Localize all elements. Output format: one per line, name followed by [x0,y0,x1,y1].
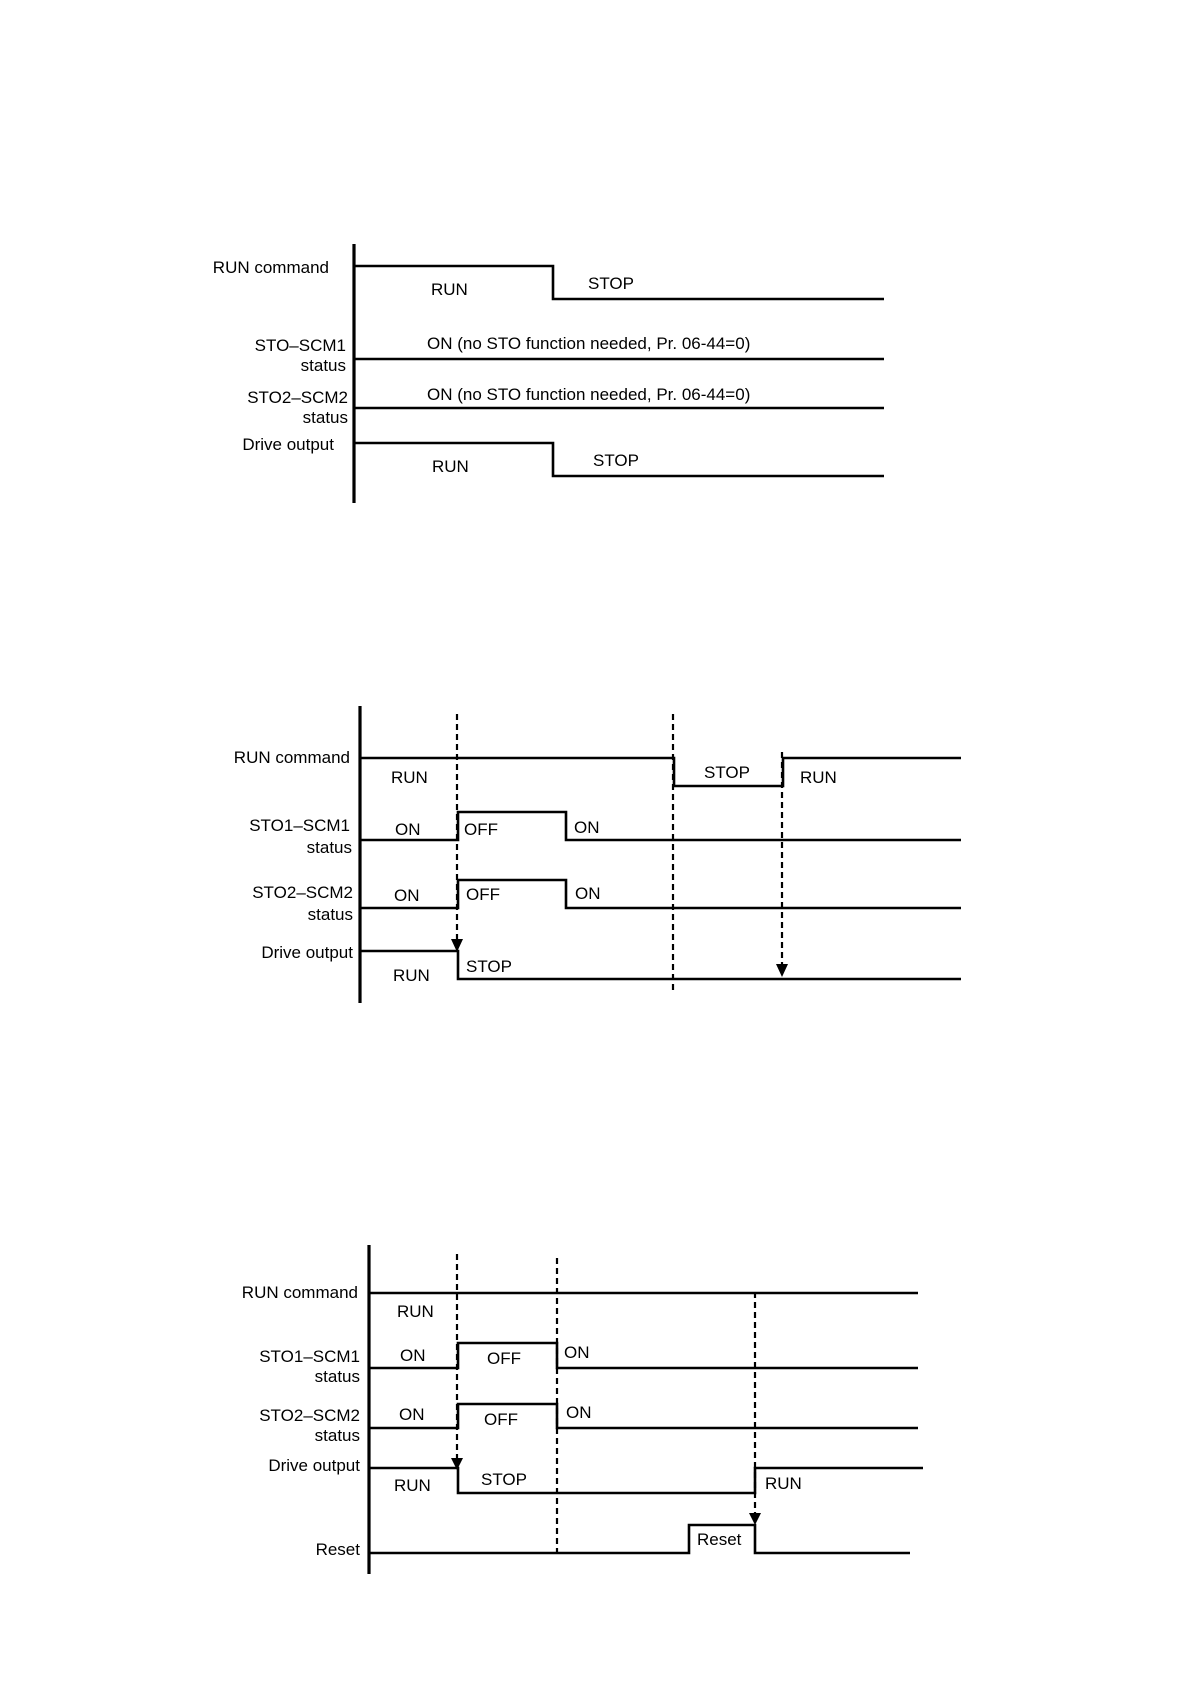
drive-output-run-text: RUN [393,966,430,985]
event-arrow-rerun [776,964,788,977]
label-sto1: STO1–SCM1 [259,1347,360,1366]
label-sto2-status: status [314,1426,360,1445]
drive-output-stop-text: STOP [466,957,512,976]
label-sto1-status: status [300,356,346,375]
run-command-waveform [360,758,961,786]
drive-output-waveform [360,951,961,979]
sto1-state-text: ON (no STO function needed, Pr. 06-44=0) [427,334,751,353]
label-sto1: STO1–SCM1 [249,816,350,835]
sto2-on2-text: ON [566,1403,592,1422]
drive-output-stop-text: STOP [593,451,639,470]
sto1-on-text: ON [395,820,421,839]
run-command-stop-text: STOP [704,763,750,782]
sto1-off-text: OFF [464,820,498,839]
label-sto1-status: status [314,1367,360,1386]
label-run-command: RUN command [233,748,350,767]
sto2-waveform [369,1404,918,1428]
run-command-run-text: RUN [431,280,468,299]
run-command-run-text: RUN [397,1302,434,1321]
label-drive-output: Drive output [261,943,353,962]
drive-output-run-text: RUN [394,1476,431,1495]
sto2-off-text: OFF [466,885,500,904]
label-reset: Reset [315,1540,360,1559]
sto2-state-text: ON (no STO function needed, Pr. 06-44=0) [427,385,751,404]
sto2-on2-text: ON [575,884,601,903]
label-run-command: RUN command [241,1283,358,1302]
drive-output-waveform [369,1468,923,1493]
run-command-stop-text: STOP [588,274,634,293]
reset-waveform [369,1525,910,1553]
label-run-command: RUN command [212,258,329,277]
sto1-waveform [369,1343,918,1368]
sto1-off-text: OFF [487,1349,521,1368]
sto1-waveform [360,812,961,840]
label-sto1-status: status [306,838,352,857]
sto2-on-text: ON [394,886,420,905]
label-sto2: STO2–SCM2 [247,388,348,407]
sto2-waveform [360,880,961,908]
drive-output-stop-text: STOP [481,1470,527,1489]
timing-diagram-3 [242,1245,923,1574]
drive-output-run-text: RUN [432,457,469,476]
drive-output-run2-text: RUN [765,1474,802,1493]
label-sto2: STO2–SCM2 [259,1406,360,1425]
label-drive-output: Drive output [242,435,334,454]
label-sto1: STO–SCM1 [254,336,346,355]
sto1-on-text: ON [400,1346,426,1365]
event-arrow-reset [749,1513,761,1525]
sto1-on2-text: ON [564,1343,590,1362]
label-drive-output: Drive output [268,1456,360,1475]
sto2-on-text: ON [399,1405,425,1424]
timing-diagram-2 [234,706,961,1003]
timing-diagram-1 [213,244,884,503]
label-sto2-status: status [302,408,348,427]
run-command-run2-text: RUN [800,768,837,787]
label-sto2: STO2–SCM2 [252,883,353,902]
sto1-on2-text: ON [574,818,600,837]
reset-pulse-text: Reset [697,1530,742,1549]
label-sto2-status: status [307,905,353,924]
sto2-off-text: OFF [484,1410,518,1429]
run-command-run-text: RUN [391,768,428,787]
